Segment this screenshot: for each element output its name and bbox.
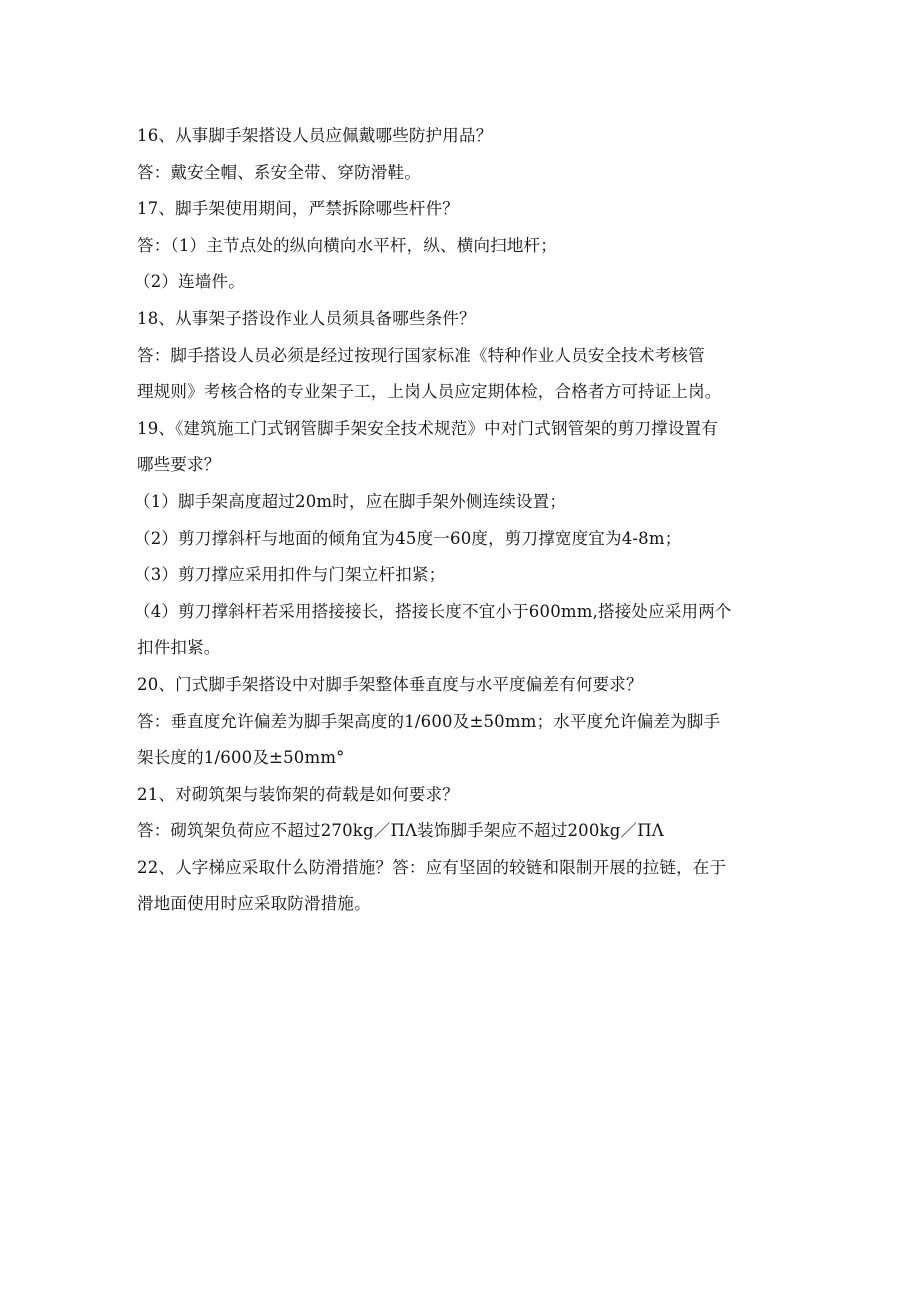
answer-19-item-4-cont: 扣件扣紧。 <box>137 638 221 658</box>
question-22-line-1: 22、人字梯应采取什么防滑措施？答：应有坚固的较链和限制开展的拉链，在于 <box>137 857 727 877</box>
question-18: 18、从事架子搭设作业人员须具备哪些条件？ <box>137 308 476 328</box>
question-16: 16、从事脚手架搭设人员应佩戴哪些防护用品？ <box>137 126 493 145</box>
question-20: 20、门式脚手架搭设中对脚手架整体垂直度与水平度偏差有何要求？ <box>137 674 643 694</box>
answer-17-item-1: 答：（1）主节点处的纵向横向水平杆，纵、横向扫地杆； <box>137 235 557 255</box>
question-19-line-1: 19、《建筑施工门式钢管脚手架安全技术规范》中对门式钢管架的剪刀撑设置有 <box>137 418 718 438</box>
answer-19-item-1: （1）脚手架高度超过20m时，应在脚手架外侧连续设置； <box>134 491 567 511</box>
answer-20-line-1: 答：垂直度允许偏差为脚手架高度的1/600及±50mm；水平度允许偏差为脚手 <box>137 711 721 731</box>
question-22-line-2: 滑地面使用时应采取防滑措施。 <box>137 894 371 914</box>
answer-21: 答：砌筑架负荷应不超过270kg／ΠΛ装饰脚手架应不超过200kg／ΠΛ <box>137 821 664 841</box>
answer-18-line-2: 理规则》考核合格的专业架子工，上岗人员应定期体检，合格者方可持证上岗。 <box>137 382 722 402</box>
answer-20-line-2: 架长度的1/600及±50mm° <box>137 748 345 768</box>
question-19-line-2: 哪些要求？ <box>137 455 221 475</box>
answer-18-line-1: 答：脚手搭设人员必须是经过按现行国家标准《特种作业人员安全技术考核管 <box>137 345 705 365</box>
document-body <box>134 118 787 923</box>
question-17: 17、脚手架使用期间，严禁拆除哪些杆件？ <box>137 199 459 219</box>
answer-17-item-2: （2）连墙件。 <box>134 272 245 292</box>
answer-19-item-3: （3）剪刀撑应采用扣件与门架立杆扣紧； <box>134 565 446 585</box>
answer-19-item-4: （4）剪刀撑斜杆若采用搭接接长，搭接长度不宜小于600mm,搭接处应采用两个 <box>134 601 732 621</box>
answer-19-item-2: （2）剪刀撑斜杆与地面的倾角宜为45度一60度，剪刀撑宽度宜为4-8m； <box>134 528 682 548</box>
question-21: 21、对砌筑架与装饰架的荷载是如何要求？ <box>137 784 459 804</box>
answer-16: 答：戴安全帽、系安全带、穿防滑鞋。 <box>137 162 421 182</box>
